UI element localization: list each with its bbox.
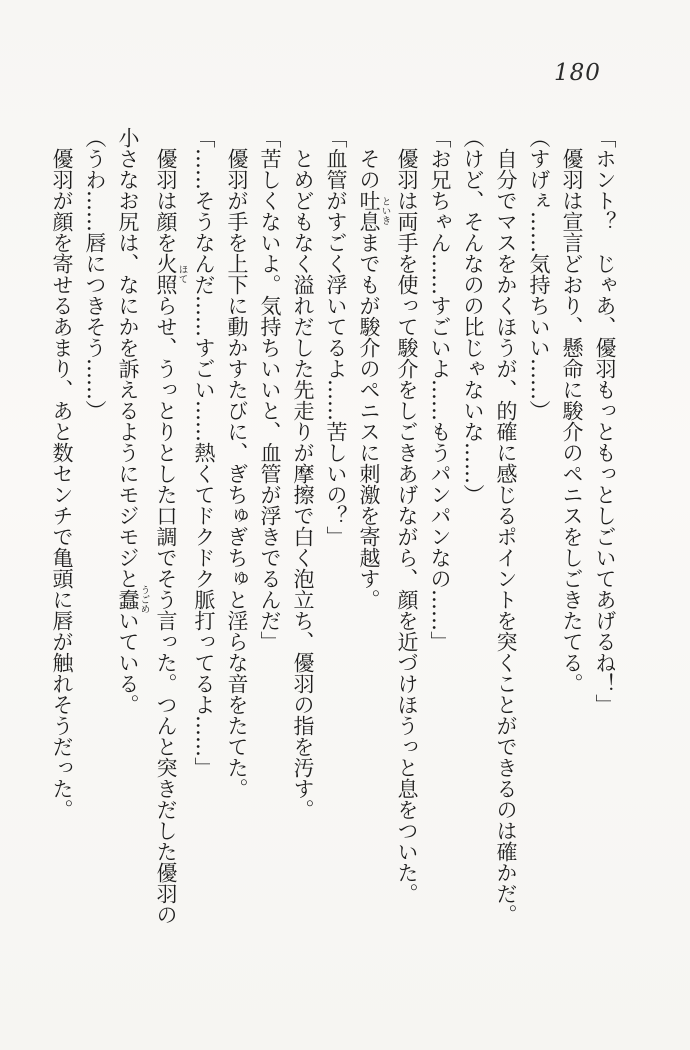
text-line: 優羽は宣言どおり、懸命に駿介のペニスをしごきたてる。 <box>560 148 584 694</box>
text-line: （うわ……唇につきそう……） <box>83 127 107 421</box>
text-line: 優羽が顔を寄せるあまり、あと数センチで亀頭に唇が触れそうだった。 <box>50 148 74 820</box>
page-number: 180 <box>554 60 601 86</box>
text-line: 「……そうなんだ……すごい……熱くてドクドク脈打ってるよ……」 <box>192 127 216 778</box>
text-line: 優羽は両手を使って駿介をしごきあげながら、顔を近づけほうっと息をついた。 <box>395 148 419 904</box>
text-line: 「苦しくないよ。気持ちいいと、血管が浮きでるんだ」 <box>258 127 282 652</box>
text-line: とめどもなく溢れだした先走りが摩擦で白く泡立ち、優羽の指を汚す。 <box>291 148 315 820</box>
ruby-annotated-word: 蠢うごめ <box>116 585 150 614</box>
text-line: 優羽が手を上下に動かすたびに、ぎちゅぎちゅと淫らな音をたてた。 <box>225 148 249 799</box>
furigana: うごめ <box>138 585 150 614</box>
furigana: ほて <box>176 253 188 295</box>
text-column-block <box>45 127 621 952</box>
text-line: 優羽は顔を火照ほてらせ、うっとりとした口調でそう言った。つんと突きだした優羽の <box>154 148 188 925</box>
text-line: 自分でマスをかくほうが、的確に感じるポイントを突くことができるのは確かだ。 <box>494 148 518 925</box>
text-line: 「お兄ちゃん……すごいよ……もうパンパンなの……」 <box>428 127 452 652</box>
text-line: 小さなお尻は、なにかを訴えるようにモジモジと蠢うごめいている。 <box>116 127 150 715</box>
ruby-annotated-word: 吐息といき <box>357 190 391 232</box>
text-line: 「ホント？ じゃあ、優羽もっともっとしごいてあげるね！」 <box>593 127 617 715</box>
text-line: （けど、そんなのの比じゃないな……） <box>461 127 485 505</box>
text-line: 「血管がすごく浮いてるよ……苦しいの？」 <box>324 127 348 547</box>
ruby-annotated-word: 火照ほて <box>154 253 188 295</box>
furigana: といき <box>379 190 391 232</box>
text-line: その吐息といきまでもが駿介のペニスに刺激を寄越す。 <box>357 148 391 610</box>
text-line: （すげぇ……気持ちいい……） <box>527 127 551 421</box>
